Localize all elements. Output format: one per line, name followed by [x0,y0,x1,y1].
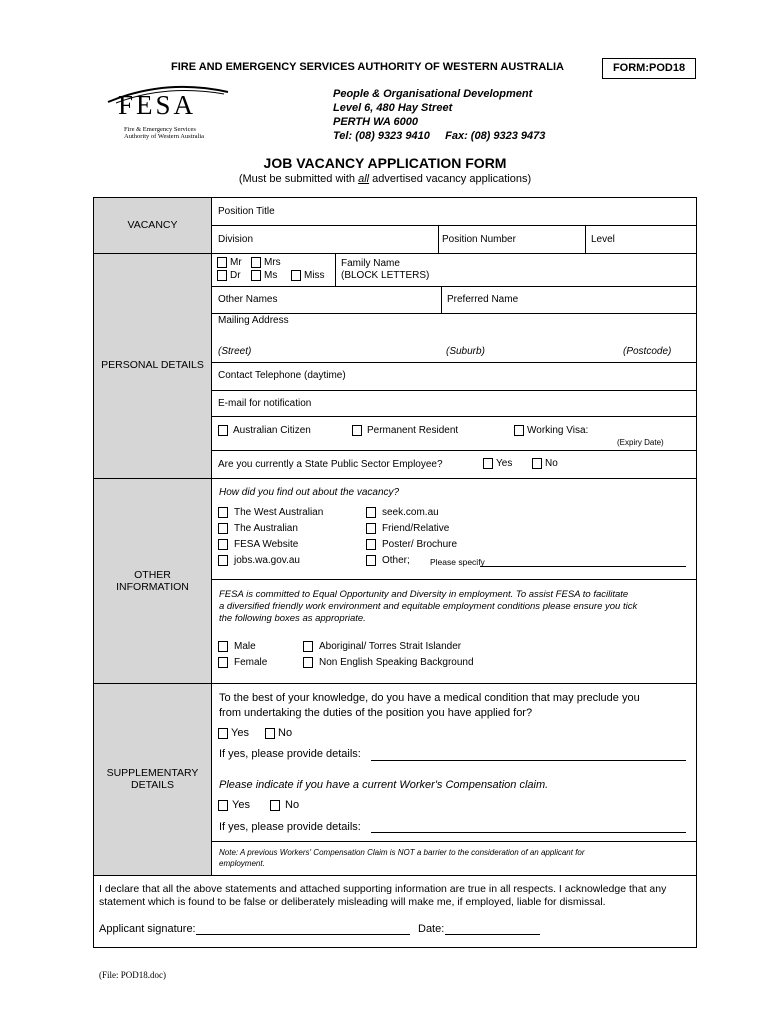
signature-label: Applicant signature: [99,923,196,935]
gender-female-checkbox[interactable]: Female [218,657,267,668]
fesa-logo [106,82,236,146]
source-poster-checkbox[interactable]: Poster/ Brochure [366,539,457,550]
source-fesa-website-checkbox[interactable]: FESA Website [218,539,298,550]
working-visa-checkbox[interactable]: Working Visa: [514,425,588,436]
office-address: People & Organisational Development Level 6, 480 Hay Street PERTH WA 6000 Tel: (08) 9323 9410 Fax: (08) 9323 9473 [333,88,546,142]
medical-question: To the best of your knowledge, do you have a medical condition that may preclude you from undertaking the duties of the position you have applied for? [219,692,640,719]
workers-comp-no-checkbox[interactable]: No [270,799,299,811]
how-found-question: How did you find out about the vacancy? [219,487,400,498]
section-personal-details: PERSONAL DETAILS [101,359,204,371]
public-sector-question: Are you currently a State Public Sector Employee? [218,459,443,470]
public-sector-yes-checkbox[interactable]: Yes [483,458,512,469]
workers-comp-note: Note: A previous Workers' Compensation Claim is NOT a barrier to the consideration of an applicant for employment. [219,848,585,868]
form-code: FORM:POD18 [612,62,686,74]
other-names-field[interactable]: Other Names [218,294,278,305]
form-code-box [602,58,696,79]
form-subtitle: (Must be submitted with all advertised vacancy applications) [238,173,532,185]
position-title-field[interactable]: Position Title [218,206,275,217]
source-friend-checkbox[interactable]: Friend/Relative [366,523,449,534]
title-ms-checkbox[interactable]: Ms [251,270,277,281]
medical-no-checkbox[interactable]: No [265,727,292,739]
section-vacancy: VACANCY [127,219,178,231]
contact-phone-field[interactable]: Contact Telephone (daytime) [218,370,346,381]
file-reference: (File: POD18.doc) [99,970,166,980]
other-specify-line[interactable] [480,566,686,567]
workers-comp-details-label: If yes, please provide details: [219,821,361,833]
title-mrs-checkbox[interactable]: Mrs [251,257,281,268]
nesb-checkbox[interactable]: Non English Speaking Background [303,657,474,668]
title-dr-checkbox[interactable]: Dr [217,270,241,281]
authority-name: FIRE AND EMERGENCY SERVICES AUTHORITY OF WESTERN AUSTRALIA [171,61,564,73]
date-line[interactable] [445,934,540,935]
level-field[interactable]: Level [591,234,615,245]
source-other-checkbox[interactable]: Other; [366,555,410,566]
position-number-field[interactable]: Position Number [442,234,516,245]
division-field[interactable]: Division [218,234,254,245]
mailing-address-field[interactable]: Mailing Address (Street) (Suburb) (Postcode) [218,315,672,357]
office-fax: Fax: (08) 9323 9473 [445,130,546,142]
logo-text: FESA [118,90,197,120]
source-jobs-wa-checkbox[interactable]: jobs.wa.gov.au [218,555,300,566]
gender-male-checkbox[interactable]: Male [218,641,256,652]
public-sector-no-checkbox[interactable]: No [532,458,558,469]
date-label: Date: [418,923,445,935]
expiry-date-label: (Expiry Date) [617,438,664,447]
office-tel: Tel: (08) 9323 9410 [333,130,430,142]
permanent-resident-checkbox[interactable]: Permanent Resident [352,425,458,436]
title-mr-checkbox[interactable]: Mr [217,257,242,268]
title-miss-checkbox[interactable]: Miss [291,270,325,281]
declaration-text: I declare that all the above statements and attached supporting information are true in all respects. I acknowledge that any statement which is found to be false or deliberately misleading will make me, if employed, liable for dismissal. [99,883,667,908]
please-specify-label: Please specify [430,557,485,567]
medical-details-label: If yes, please provide details: [219,748,361,760]
logo-subtitle: Fire & Emergency Services Authority of Western Australia [124,126,205,140]
workers-comp-yes-checkbox[interactable]: Yes [218,799,250,811]
source-seek-checkbox[interactable]: seek.com.au [366,507,439,518]
email-field[interactable]: E-mail for notification [218,398,312,409]
source-west-australian-checkbox[interactable]: The West Australian [218,507,323,518]
section-other-information: OTHER INFORMATION [116,569,189,593]
medical-details-line[interactable] [371,760,686,761]
australian-citizen-checkbox[interactable]: Australian Citizen [218,425,311,436]
source-the-australian-checkbox[interactable]: The Australian [218,523,298,534]
section-supplementary-details: SUPPLEMENTARY DETAILS [106,767,199,791]
workers-comp-question: Please indicate if you have a current Worker's Compensation claim. [219,779,549,791]
medical-yes-checkbox[interactable]: Yes [218,727,249,739]
eeo-statement: FESA is committed to Equal Opportunity and Diversity in employment. To assist FESA to facilitate a diversified friendly work environment and equitable employment conditions please ensure you tick the following boxes as appropriate. [219,589,638,624]
workers-comp-details-line[interactable] [371,832,686,833]
signature-line[interactable] [196,934,410,935]
preferred-name-field[interactable]: Preferred Name [447,294,519,305]
aboriginal-checkbox[interactable]: Aboriginal/ Torres Strait Islander [303,641,461,652]
form-title: JOB VACANCY APPLICATION FORM [263,155,507,171]
family-name-field[interactable]: Family Name (BLOCK LETTERS) [341,258,430,281]
